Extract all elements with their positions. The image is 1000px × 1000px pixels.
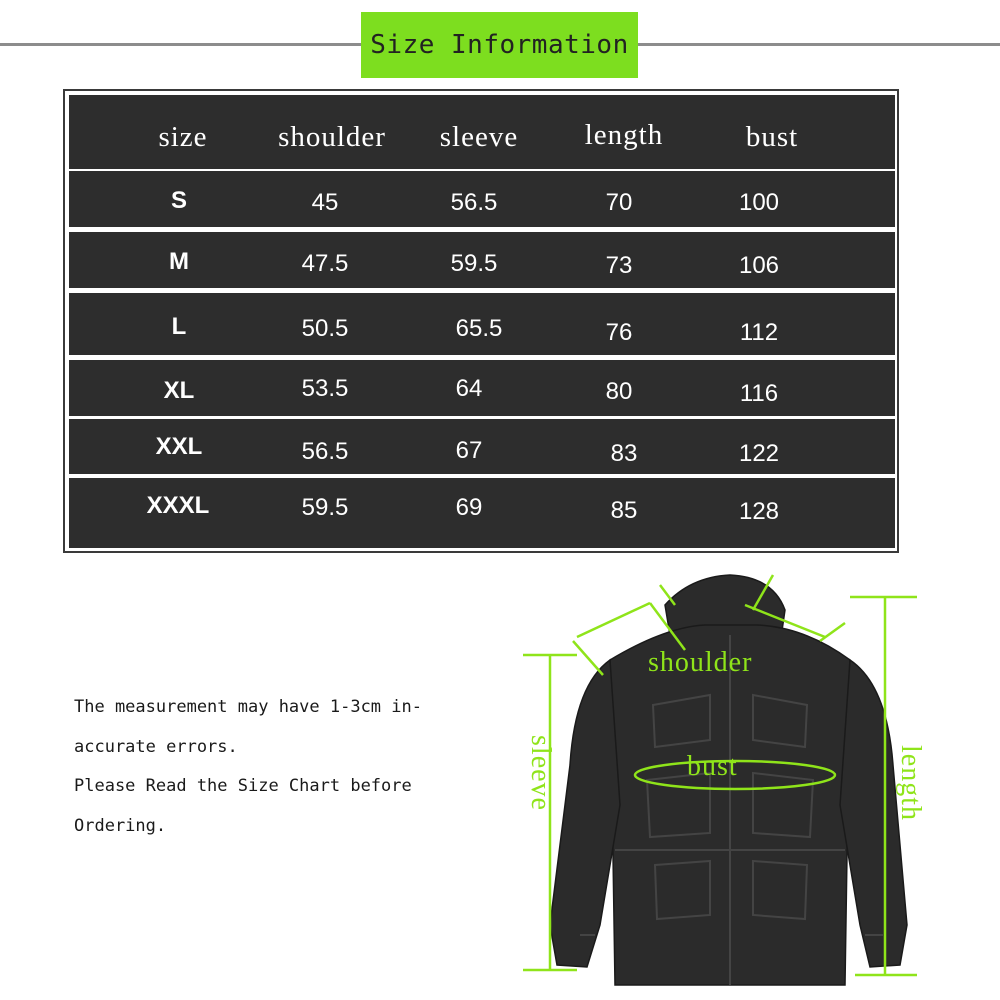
cell-shoulder: 50.5 bbox=[301, 315, 349, 342]
cell-bust: 106 bbox=[738, 252, 780, 279]
header-size: size bbox=[158, 121, 208, 153]
cell-size: S bbox=[170, 187, 187, 214]
cell-shoulder: 53.5 bbox=[301, 375, 349, 402]
cell-size: XL bbox=[163, 377, 195, 404]
bust-label: bust bbox=[687, 751, 738, 782]
cell-bust: 112 bbox=[739, 319, 779, 346]
note-line: Ordering. bbox=[74, 815, 167, 836]
note-line: accurate errors. bbox=[74, 736, 238, 757]
cell-bust: 100 bbox=[738, 189, 780, 216]
cell-bust: 122 bbox=[738, 440, 780, 467]
header-sleeve: sleeve bbox=[439, 121, 519, 153]
note-line: The measurement may have 1-3cm in- bbox=[74, 697, 422, 717]
cell-shoulder: 45 bbox=[311, 189, 339, 216]
cell-sleeve: 64 bbox=[455, 375, 483, 402]
header-bust: bust bbox=[745, 121, 799, 153]
cell-bust: 128 bbox=[738, 498, 780, 525]
table-row bbox=[69, 419, 895, 474]
cell-length: 76 bbox=[605, 319, 633, 346]
cell-size: XXXL bbox=[146, 492, 210, 519]
page-title: Size Information bbox=[361, 12, 638, 78]
measurement-note bbox=[74, 688, 514, 846]
cell-sleeve: 56.5 bbox=[450, 189, 498, 216]
table-row bbox=[69, 478, 895, 548]
header-length: length bbox=[584, 119, 664, 151]
note-line: Please Read the Size Chart before bbox=[74, 776, 412, 796]
cell-shoulder: 47.5 bbox=[301, 250, 349, 277]
cell-bust: 116 bbox=[739, 380, 779, 407]
cell-length: 70 bbox=[605, 189, 633, 216]
table-header-row bbox=[69, 95, 895, 169]
cell-length: 85 bbox=[610, 497, 638, 524]
table-row bbox=[69, 171, 895, 227]
cell-length: 80 bbox=[605, 378, 633, 405]
length-label: length bbox=[895, 745, 926, 821]
cell-sleeve: 67 bbox=[455, 437, 483, 464]
cell-length: 83 bbox=[610, 440, 638, 467]
cell-shoulder: 59.5 bbox=[301, 494, 349, 521]
jacket-measurement-diagram bbox=[515, 565, 995, 995]
cell-length: 73 bbox=[605, 252, 633, 279]
table-row bbox=[69, 293, 895, 355]
header-shoulder: shoulder bbox=[278, 121, 386, 153]
table-row bbox=[69, 360, 895, 416]
cell-size: L bbox=[171, 313, 187, 340]
table-row bbox=[69, 232, 895, 288]
size-chart-table bbox=[63, 89, 899, 553]
cell-sleeve: 59.5 bbox=[450, 250, 498, 277]
cell-sleeve: 65.5 bbox=[455, 315, 503, 342]
cell-shoulder: 56.5 bbox=[301, 438, 349, 465]
shoulder-label: shoulder bbox=[648, 647, 753, 678]
cell-sleeve: 69 bbox=[455, 494, 483, 521]
cell-size: XXL bbox=[155, 433, 203, 460]
cell-size: M bbox=[169, 248, 189, 275]
sleeve-label: sleeve bbox=[525, 735, 556, 811]
